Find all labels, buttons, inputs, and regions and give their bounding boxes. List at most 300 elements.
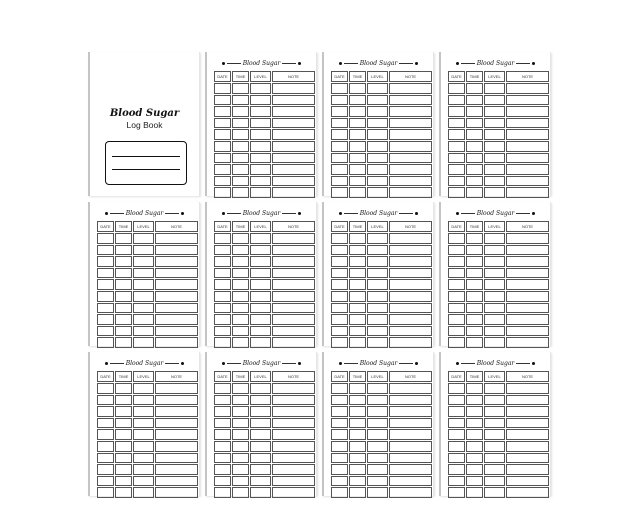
table-cell [484, 106, 505, 117]
column-header-level: LEVEL [484, 71, 505, 82]
table-cell [448, 187, 465, 198]
table-cell [214, 129, 231, 140]
table-cell [214, 233, 231, 244]
table-cell [250, 256, 271, 267]
table-row [97, 314, 198, 325]
table-cell [389, 291, 432, 302]
table-cell [506, 429, 549, 440]
table-cell [272, 118, 315, 129]
table-cell [97, 279, 114, 290]
table-row [214, 476, 315, 487]
table-cell [484, 279, 505, 290]
table-cell [214, 106, 231, 117]
table-cell [214, 141, 231, 152]
table-cell [349, 245, 366, 256]
table-cell [97, 429, 114, 440]
table-cell [232, 383, 249, 394]
table-cell [155, 303, 198, 314]
table-row [214, 453, 315, 464]
table-cell [506, 441, 549, 452]
ornament-line [165, 363, 179, 364]
table-cell [214, 268, 231, 279]
header-row [97, 221, 198, 232]
column-header-note: NOTE [389, 221, 432, 232]
table-cell [97, 326, 114, 337]
table-cell [97, 383, 114, 394]
sheet-title [441, 59, 550, 69]
table-row [214, 245, 315, 256]
ornament-dot [298, 62, 301, 65]
table-cell [349, 279, 366, 290]
table-cell [272, 453, 315, 464]
table-cell [155, 476, 198, 487]
table-cell [484, 337, 505, 348]
log-table [330, 70, 433, 199]
sheet-title [324, 59, 433, 69]
table-cell [448, 303, 465, 314]
table-row [331, 326, 432, 337]
table-cell [506, 176, 549, 187]
table-cell [448, 476, 465, 487]
table-cell [155, 441, 198, 452]
table-cell [155, 256, 198, 267]
table-cell [367, 395, 388, 406]
ornament-line [461, 213, 475, 214]
column-header-date: DATE [448, 221, 465, 232]
table-cell [367, 326, 388, 337]
table-cell [232, 95, 249, 106]
table-cell [506, 303, 549, 314]
table-cell [250, 395, 271, 406]
table-cell [214, 441, 231, 452]
column-header-level: LEVEL [250, 221, 271, 232]
column-header-level: LEVEL [484, 371, 505, 382]
table-cell [506, 406, 549, 417]
table-cell [133, 326, 154, 337]
log-sheet-page [439, 202, 551, 346]
table-cell [97, 245, 114, 256]
table-cell [331, 129, 348, 140]
table-cell [115, 429, 132, 440]
table-cell [155, 487, 198, 498]
table-row [448, 291, 549, 302]
table-cell [214, 176, 231, 187]
sheet-title-text: Blood Sugar [242, 60, 281, 67]
table-cell [466, 233, 483, 244]
table-cell [389, 153, 432, 164]
table-row [331, 141, 432, 152]
table-row [214, 429, 315, 440]
table-cell [367, 291, 388, 302]
table-cell [133, 406, 154, 417]
table-cell [506, 141, 549, 152]
table-row [331, 118, 432, 129]
table-row [214, 153, 315, 164]
ornament-line [282, 363, 296, 364]
table-cell [250, 314, 271, 325]
table-cell [484, 418, 505, 429]
table-cell [331, 187, 348, 198]
column-header-note: NOTE [272, 371, 315, 382]
table-cell [448, 464, 465, 475]
table-cell [214, 429, 231, 440]
table-row [97, 303, 198, 314]
table-cell [448, 429, 465, 440]
table-row [214, 268, 315, 279]
table-cell [349, 406, 366, 417]
table-cell [115, 326, 132, 337]
table-cell [466, 187, 483, 198]
table-cell [466, 129, 483, 140]
table-row [448, 268, 549, 279]
ornament-line [165, 213, 179, 214]
table-cell [232, 118, 249, 129]
column-header-date: DATE [214, 371, 231, 382]
sheet-title [441, 359, 550, 369]
table-cell [448, 129, 465, 140]
table-cell [506, 487, 549, 498]
table-row [214, 118, 315, 129]
table-cell [484, 291, 505, 302]
ornament-line [461, 363, 475, 364]
table-cell [389, 418, 432, 429]
column-header-note: NOTE [155, 221, 198, 232]
table-row [448, 118, 549, 129]
table-cell [97, 256, 114, 267]
table-cell [506, 164, 549, 175]
table-cell [506, 291, 549, 302]
table-cell [232, 326, 249, 337]
table-cell [232, 245, 249, 256]
table-cell [250, 453, 271, 464]
table-row [331, 395, 432, 406]
table-row [331, 187, 432, 198]
log-table [96, 370, 199, 499]
table-cell [115, 245, 132, 256]
ornament-line [344, 363, 358, 364]
table-row [97, 291, 198, 302]
table-cell [484, 303, 505, 314]
table-cell [232, 129, 249, 140]
log-sheet-page [322, 202, 434, 346]
table-cell [115, 291, 132, 302]
table-cell [272, 476, 315, 487]
table-cell [250, 164, 271, 175]
table-cell [448, 337, 465, 348]
ornament-dot [415, 62, 418, 65]
table-cell [214, 453, 231, 464]
table-row [331, 83, 432, 94]
ornament-line [399, 213, 413, 214]
header-row [331, 71, 432, 82]
table-cell [232, 153, 249, 164]
table-cell [466, 141, 483, 152]
table-cell [349, 429, 366, 440]
table-cell [214, 83, 231, 94]
table-cell [115, 337, 132, 348]
table-cell [272, 164, 315, 175]
table-cell [466, 279, 483, 290]
table-cell [155, 395, 198, 406]
table-cell [250, 153, 271, 164]
table-cell [214, 256, 231, 267]
sheet-title-text: Blood Sugar [359, 210, 398, 217]
table-cell [367, 383, 388, 394]
table-cell [133, 453, 154, 464]
table-cell [232, 314, 249, 325]
log-sheet-page [88, 202, 200, 346]
table-cell [272, 106, 315, 117]
table-cell [133, 476, 154, 487]
table-cell [389, 326, 432, 337]
table-cell [272, 233, 315, 244]
table-cell [466, 383, 483, 394]
table-row [448, 164, 549, 175]
table-cell [250, 326, 271, 337]
table-cell [250, 476, 271, 487]
table-cell [272, 95, 315, 106]
table-cell [232, 487, 249, 498]
table-cell [155, 279, 198, 290]
table-row [448, 337, 549, 348]
sheet-title-text: Blood Sugar [359, 360, 398, 367]
ornament-line [516, 63, 530, 64]
table-cell [448, 83, 465, 94]
table-cell [232, 106, 249, 117]
table-cell [155, 245, 198, 256]
table-cell [484, 187, 505, 198]
table-cell [331, 95, 348, 106]
table-row [97, 487, 198, 498]
sheet-title [207, 59, 316, 69]
table-cell [506, 83, 549, 94]
table-cell [214, 337, 231, 348]
table-cell [367, 233, 388, 244]
table-cell [349, 176, 366, 187]
table-cell [466, 487, 483, 498]
table-row [97, 476, 198, 487]
column-header-level: LEVEL [484, 221, 505, 232]
table-cell [367, 83, 388, 94]
table-cell [466, 476, 483, 487]
table-cell [155, 418, 198, 429]
ornament-line [344, 63, 358, 64]
table-cell [331, 383, 348, 394]
table-cell [155, 268, 198, 279]
log-sheet-page [322, 52, 434, 196]
table-cell [155, 326, 198, 337]
table-cell [115, 383, 132, 394]
table-cell [349, 233, 366, 244]
table-row [331, 256, 432, 267]
table-cell [272, 245, 315, 256]
table-cell [448, 314, 465, 325]
table-cell [466, 153, 483, 164]
table-row [214, 464, 315, 475]
table-cell [466, 395, 483, 406]
column-header-note: NOTE [389, 371, 432, 382]
column-header-level: LEVEL [133, 221, 154, 232]
table-cell [389, 337, 432, 348]
table-cell [97, 453, 114, 464]
table-row [448, 487, 549, 498]
table-cell [97, 337, 114, 348]
table-cell [272, 326, 315, 337]
table-cell [367, 176, 388, 187]
table-row [97, 395, 198, 406]
table-cell [155, 337, 198, 348]
table-cell [97, 476, 114, 487]
column-header-level: LEVEL [367, 221, 388, 232]
table-cell [115, 487, 132, 498]
column-header-level: LEVEL [133, 371, 154, 382]
sheet-title-text: Blood Sugar [242, 210, 281, 217]
table-row [214, 164, 315, 175]
table-cell [133, 383, 154, 394]
ornament-dot [181, 362, 184, 365]
table-cell [506, 418, 549, 429]
table-cell [232, 464, 249, 475]
header-row [214, 71, 315, 82]
table-row [97, 279, 198, 290]
table-cell [115, 464, 132, 475]
table-cell [250, 406, 271, 417]
ornament-dot [339, 212, 342, 215]
table-row [97, 256, 198, 267]
table-cell [349, 118, 366, 129]
column-header-date: DATE [97, 371, 114, 382]
table-cell [484, 153, 505, 164]
log-sheet-page [439, 352, 551, 496]
table-cell [133, 464, 154, 475]
header-row [448, 221, 549, 232]
table-cell [232, 141, 249, 152]
ornament-dot [456, 62, 459, 65]
table-cell [484, 395, 505, 406]
ornament-line [399, 363, 413, 364]
log-table [213, 220, 316, 349]
table-cell [97, 464, 114, 475]
log-sheet-page [88, 352, 200, 496]
table-cell [349, 129, 366, 140]
ornament-dot [339, 362, 342, 365]
table-cell [389, 164, 432, 175]
table-cell [389, 279, 432, 290]
table-row [448, 383, 549, 394]
ornament-dot [105, 362, 108, 365]
table-row [214, 106, 315, 117]
table-row [448, 153, 549, 164]
table-row [448, 418, 549, 429]
table-cell [250, 129, 271, 140]
table-cell [272, 441, 315, 452]
table-cell [466, 464, 483, 475]
ornament-line [227, 63, 241, 64]
ornament-dot [222, 62, 225, 65]
table-cell [115, 441, 132, 452]
table-cell [97, 314, 114, 325]
table-cell [466, 164, 483, 175]
table-cell [389, 476, 432, 487]
table-cell [367, 337, 388, 348]
table-cell [214, 418, 231, 429]
table-cell [448, 118, 465, 129]
table-cell [155, 429, 198, 440]
table-cell [214, 476, 231, 487]
table-row [214, 326, 315, 337]
table-cell [133, 233, 154, 244]
ornament-dot [298, 362, 301, 365]
table-cell [133, 256, 154, 267]
table-cell [97, 268, 114, 279]
table-cell [448, 453, 465, 464]
table-cell [250, 487, 271, 498]
table-row [331, 314, 432, 325]
table-cell [349, 256, 366, 267]
table-cell [448, 233, 465, 244]
table-cell [331, 245, 348, 256]
table-cell [331, 429, 348, 440]
table-cell [349, 314, 366, 325]
table-cell [272, 256, 315, 267]
table-cell [272, 187, 315, 198]
table-cell [349, 441, 366, 452]
table-cell [133, 268, 154, 279]
table-cell [448, 106, 465, 117]
table-cell [272, 487, 315, 498]
table-cell [367, 453, 388, 464]
table-row [448, 129, 549, 140]
table-cell [331, 279, 348, 290]
table-row [331, 337, 432, 348]
table-cell [466, 256, 483, 267]
table-cell [448, 164, 465, 175]
table-cell [115, 279, 132, 290]
table-row [331, 245, 432, 256]
table-row [331, 268, 432, 279]
table-row [448, 441, 549, 452]
column-header-time: TIME [232, 221, 249, 232]
table-row [97, 418, 198, 429]
sheet-title-text: Blood Sugar [242, 360, 281, 367]
table-cell [367, 303, 388, 314]
column-header-note: NOTE [272, 221, 315, 232]
table-cell [484, 268, 505, 279]
table-cell [115, 314, 132, 325]
table-cell [389, 106, 432, 117]
header-row [331, 371, 432, 382]
table-cell [272, 337, 315, 348]
table-cell [272, 303, 315, 314]
table-cell [272, 141, 315, 152]
table-cell [484, 83, 505, 94]
table-cell [133, 429, 154, 440]
table-cell [331, 441, 348, 452]
table-row [97, 326, 198, 337]
table-cell [97, 418, 114, 429]
column-header-time: TIME [232, 71, 249, 82]
table-cell [97, 233, 114, 244]
table-cell [349, 487, 366, 498]
table-cell [115, 256, 132, 267]
table-row [331, 487, 432, 498]
table-cell [466, 118, 483, 129]
table-cell [448, 245, 465, 256]
table-cell [367, 476, 388, 487]
table-row [214, 187, 315, 198]
table-cell [389, 487, 432, 498]
table-cell [466, 453, 483, 464]
